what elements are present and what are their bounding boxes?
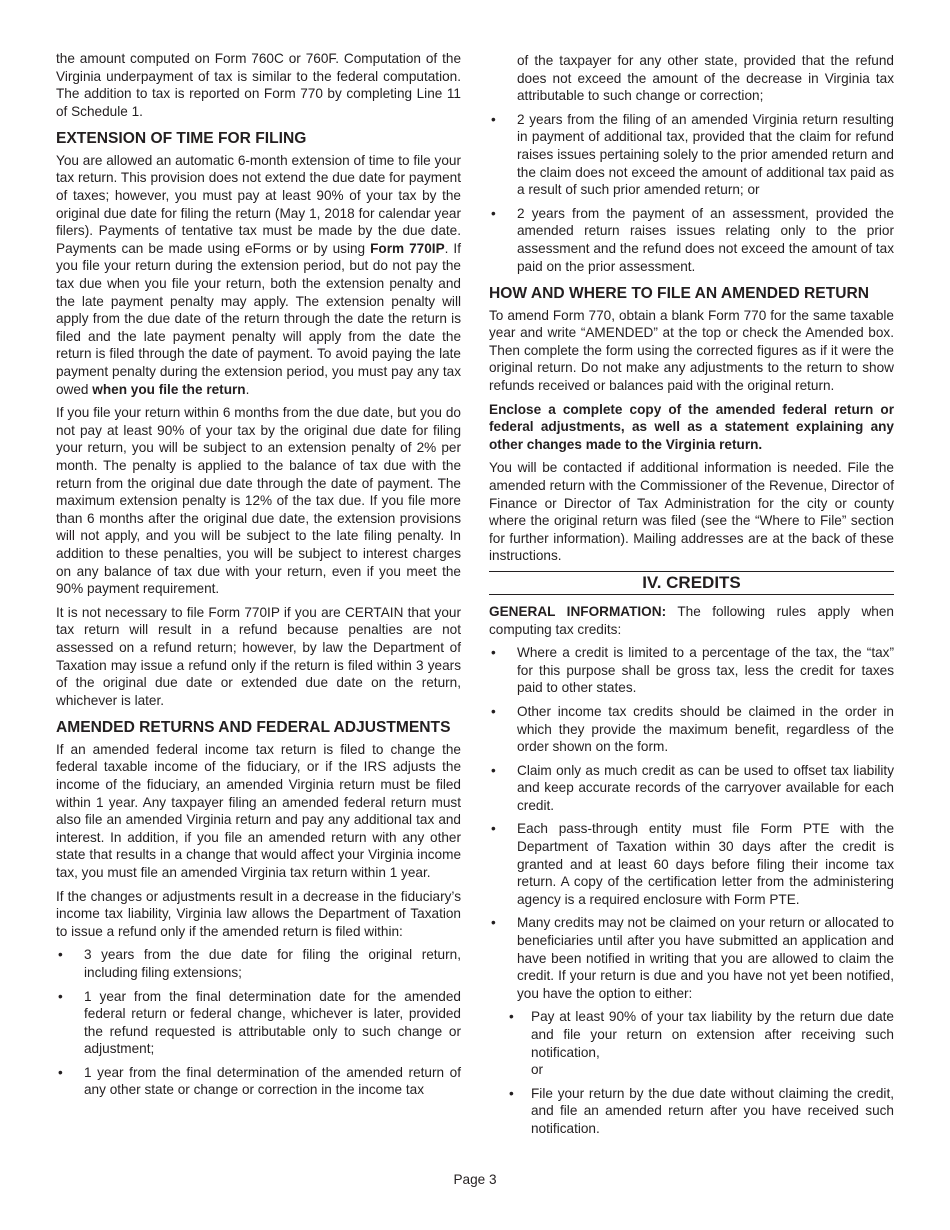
intro-paragraph: the amount computed on Form 760C or 760F. Computation of the Virginia underpayment of tax is similar to the federal computation. The addition to tax is reported on Form 770 by completing Line 11 of Schedule 1. (56, 51, 461, 119)
refund-window-list (56, 946, 461, 1099)
how-paragraph-3: You will be contacted if additional information is needed. File the amended return with the Commissioner of the Revenue, Director of Finance or Director of Tax Administration for the city or county where the original return was filed (see the “Where to File” section for further information). Mailing addresses are at the back of these instructions. (489, 460, 894, 564)
right-column (489, 52, 894, 1144)
list-item: • 3 years from the due date for filing the original return, including filing extensions; (56, 946, 461, 981)
or-separator: or (531, 1062, 544, 1078)
how-paragraph-1: To amend Form 770, obtain a blank Form 770 for the same taxable year and write “AMENDED” at the top or check the Amended box. Then complete the form using the corrected figures as if it were the original return. Do not make any adjustments to the return to show refunds received or balances paid with the original return. (489, 307, 894, 393)
page-number: Page 3 (453, 1172, 497, 1187)
list-item: • Many credits may not be claimed on your return or allocated to beneficiaries until after you have submitted an application and have been notified in writing that you are allowed to claim the credit. If your return is due and you have not yet been notified, you have the option to either: (489, 914, 894, 1002)
list-item: • Each pass-through entity must file Form PTE with the Department of Taxation within 30 days after the credit is granted and at least 60 days before filing their income tax return. A copy of the certification letter from the administering agency is a required enclosure with Form PTE. (489, 820, 894, 908)
list-item: • Where a credit is limited to a percentage of the tax, the “tax” for this purpose shall be gross tax, less the credit for taxes paid to other states. (489, 644, 894, 697)
extension-text-a: You are allowed an automatic 6-month extension of time to file your tax return. This provision does not extend the due date for payment of taxes; however, you must pay at least 90% of your tax by the original due date for filing the return (May 1, 2018 for calendar year filers). Payments of tentative tax must be made by the due date. Payments can be made using eForms or by using (56, 152, 461, 256)
general-information-text: The following rules apply when computing tax credits: (489, 603, 894, 637)
general-information (489, 603, 894, 638)
list-item: • 2 years from the filing of an amended Virginia return resulting in payment of additional tax, provided that the claim for refund raises issues pertaining solely to the prior amended return and the claim does not exceed the amount of additional tax paid as a result of such prior amended return; or (489, 111, 894, 199)
list-item: • 1 year from the final determination date for the amended federal return or federal change, whichever is later, provided the refund requested is attributable only to such change or adjustment; (56, 988, 461, 1058)
extension-paragraph-2: If you file your return within 6 months from the due date, but you do not pay at least 90% of your tax by the original due date for filing your return, you will be subject to an extension penalty of 2% per month. The penalty is applied to the balance of tax due with the return from the original due date through the date of payment. The maximum extension penalty is 12% of the tax due. If you file more than 6 months after the original due date, the extension provisions will not apply, and you will be subject to the late filing penalty. In addition to these penalties, you will be subject to interest charges on any balance of tax due with your return, even if you meet the 90% payment requirement. (56, 405, 461, 597)
left-column (56, 50, 461, 1105)
extension-heading: EXTENSION OF TIME FOR FILING (56, 130, 307, 148)
list-item: • Claim only as much credit as can be used to offset tax liability and keep accurate records of the carryover available for each credit. (489, 762, 894, 815)
sub-list-text: Pay at least 90% of your tax liability by the return due date and file your return on extension after receiving such notification, (531, 1009, 894, 1060)
sub-list-item (489, 1008, 894, 1078)
general-information-label: GENERAL INFORMATION: (489, 603, 667, 619)
extension-text-b: . If you file your return during the extension period, but do not pay the tax due when you file your return, both the extension penalty and the late payment penalty may apply. The extension penalty will apply from the due date of the return through the date the return is filed and the late payment penalty will apply from the date the return is filed through the date of payment. To avoid paying the late payment penalty during the extension period, you must pay any tax owed (56, 240, 461, 397)
list-item: • Other income tax credits should be claimed in the order in which they provide the maximum benefit, regardless of the order shown on the form. (489, 703, 894, 756)
when-you-file-emphasis: when you file the return (92, 381, 246, 397)
credits-section-heading: IV. CREDITS (489, 571, 894, 595)
refund-window-list-continued (489, 52, 894, 275)
list-item: • 2 years from the payment of an assessment, provided the amended return raises issues relating only to the prior assessment and the refund does not exceed the amount of tax paid on the prior assessment. (489, 205, 894, 275)
extension-paragraph-1 (56, 152, 461, 398)
list-item: • 1 year from the final determination of the amended return of any other state or change or correction in the income tax (56, 1064, 461, 1099)
extension-text-end: . (245, 381, 250, 397)
how-where-heading: HOW AND WHERE TO FILE AN AMENDED RETURN (489, 285, 870, 303)
extension-paragraph-3: It is not necessary to file Form 770IP if you are CERTAIN that your tax return will result in a refund because penalties are not assessed on a refund return; however, by law the Department of Taxation may issue a refund only if the return is filed within 3 years of the original due date or extended due date on the return, whichever is later. (56, 604, 461, 708)
credit-rules-list (489, 644, 894, 1137)
list-item-continuation: of the taxpayer for any other state, provided that the refund does not exceed the amount of the decrease in Virginia tax attributable to such change or correction; (517, 53, 894, 104)
sub-list-item: • File your return by the due date without claiming the credit, and file an amended return after you have received such notification. (489, 1085, 894, 1138)
amended-paragraph-1: If an amended federal income tax return is filed to change the federal taxable income of the fiduciary, or if the IRS adjusts the income of the fiduciary, an amended Virginia return must be filed within 1 year. Any taxpayer filing an amended federal return must also file an amended Virginia return and pay any additional tax and interest. In addition, if you file an amended return with any other state that results in a change that would affect your Virginia income tax, you must file an amended Virginia tax return within 1 year. (56, 741, 461, 880)
amended-paragraph-2: If the changes or adjustments result in a decrease in the fiduciary’s income tax liability, Virginia law allows the Department of Taxation to issue a refund only if the amended return is filed within: (56, 888, 461, 939)
form-770ip-ref: Form 770IP (370, 240, 445, 256)
enclose-copy-notice: Enclose a complete copy of the amended federal return or federal adjustments, as well as a statement explaining any other changes made to the Virginia return. (489, 401, 894, 452)
amended-returns-heading: AMENDED RETURNS AND FEDERAL ADJUSTMENTS (56, 719, 451, 737)
